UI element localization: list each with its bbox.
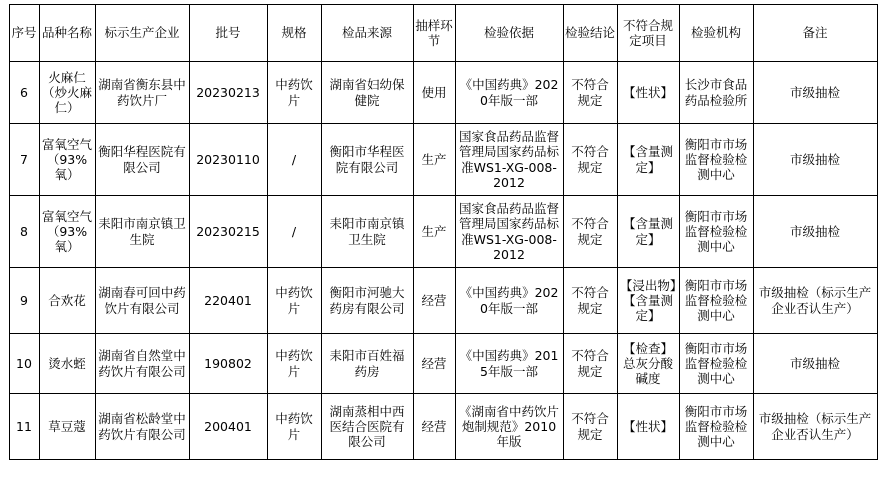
cell-inspection-org: 衡阳市市场监督检验检测中心 [679,268,753,334]
cell-remark: 市级抽检（标示生产企业否认生产） [753,268,877,334]
column-header-inspection-org: 检验机构 [679,5,753,62]
cell-seq: 9 [9,268,39,334]
column-header-sample-source: 检品来源 [321,5,413,62]
cell-manufacturer: 耒阳市南京镇卫生院 [95,196,189,268]
cell-sampling-stage: 经营 [413,334,455,394]
cell-spec: 中药饮片 [267,394,321,460]
cell-nonconforming-item: 【含量测定】 [617,124,679,196]
cell-batch: 20230110 [189,124,267,196]
table-body [9,62,877,460]
cell-manufacturer: 湖南省松龄堂中药饮片有限公司 [95,394,189,460]
cell-manufacturer: 湖南省衡东县中药饮片厂 [95,62,189,124]
cell-product-name: 富氧空气（93%氧） [39,124,95,196]
cell-seq: 8 [9,196,39,268]
cell-spec: 中药饮片 [267,268,321,334]
cell-remark: 市级抽检 [753,62,877,124]
cell-inspection-org: 衡阳市市场监督检验检测中心 [679,394,753,460]
cell-spec: / [267,196,321,268]
cell-product-name: 合欢花 [39,268,95,334]
cell-conclusion: 不符合规定 [563,196,617,268]
cell-nonconforming-item: 【性状】 [617,394,679,460]
cell-sampling-stage: 生产 [413,196,455,268]
column-header-remark: 备注 [753,5,877,62]
table-header-row [9,5,877,62]
cell-spec: 中药饮片 [267,334,321,394]
inspection-results-table [9,4,878,460]
cell-remark: 市级抽检 [753,196,877,268]
cell-inspection-basis: 国家食品药品监督管理局国家药品标准WS1-XG-008-2012 [455,124,563,196]
cell-seq: 7 [9,124,39,196]
table-row [9,268,877,334]
cell-product-name: 草豆蔻 [39,394,95,460]
cell-product-name: 火麻仁（炒火麻仁） [39,62,95,124]
cell-remark: 市级抽检 [753,334,877,394]
table-row [9,62,877,124]
cell-inspection-basis: 国家食品药品监督管理局国家药品标准WS1-XG-008-2012 [455,196,563,268]
cell-spec: / [267,124,321,196]
table-header [9,5,877,62]
cell-sample-source: 湖南省妇幼保健院 [321,62,413,124]
cell-product-name: 烫水蛭 [39,334,95,394]
cell-seq: 6 [9,62,39,124]
cell-nonconforming-item: 【浸出物】【含量测定】 [617,268,679,334]
cell-seq: 10 [9,334,39,394]
column-header-conclusion: 检验结论 [563,5,617,62]
cell-inspection-org: 衡阳市市场监督检验检测中心 [679,196,753,268]
cell-sampling-stage: 经营 [413,268,455,334]
cell-conclusion: 不符合规定 [563,268,617,334]
cell-manufacturer: 湖南省自然堂中药饮片有限公司 [95,334,189,394]
cell-remark: 市级抽检 [753,124,877,196]
cell-inspection-basis: 《湖南省中药饮片炮制规范》2010年版 [455,394,563,460]
cell-nonconforming-item: 【含量测定】 [617,196,679,268]
column-header-nonconforming-item: 不符合规定项目 [617,5,679,62]
table-row [9,394,877,460]
cell-conclusion: 不符合规定 [563,394,617,460]
cell-batch: 220401 [189,268,267,334]
cell-manufacturer: 湖南春可回中药饮片有限公司 [95,268,189,334]
table-row [9,124,877,196]
cell-sample-source: 衡阳市河驰大药房有限公司 [321,268,413,334]
column-header-manufacturer: 标示生产企业 [95,5,189,62]
cell-batch: 190802 [189,334,267,394]
column-header-seq: 序号 [9,5,39,62]
cell-inspection-org: 衡阳市市场监督检验检测中心 [679,124,753,196]
cell-sample-source: 耒阳市百姓福药房 [321,334,413,394]
cell-spec: 中药饮片 [267,62,321,124]
cell-manufacturer: 衡阳华程医院有限公司 [95,124,189,196]
cell-batch: 200401 [189,394,267,460]
cell-sampling-stage: 使用 [413,62,455,124]
cell-inspection-basis: 《中国药典》2015年版一部 [455,334,563,394]
column-header-product-name: 品种名称 [39,5,95,62]
cell-batch: 20230213 [189,62,267,124]
cell-conclusion: 不符合规定 [563,62,617,124]
cell-sampling-stage: 生产 [413,124,455,196]
table-row [9,196,877,268]
cell-sampling-stage: 经营 [413,394,455,460]
cell-inspection-basis: 《中国药典》2020年版一部 [455,268,563,334]
cell-inspection-org: 长沙市食品药品检验所 [679,62,753,124]
cell-sample-source: 衡阳市华程医院有限公司 [321,124,413,196]
cell-inspection-org: 衡阳市市场监督检验检测中心 [679,334,753,394]
column-header-sampling-stage: 抽样环节 [413,5,455,62]
cell-batch: 20230215 [189,196,267,268]
cell-sample-source: 耒阳市南京镇卫生院 [321,196,413,268]
cell-nonconforming-item: 【性状】 [617,62,679,124]
cell-seq: 11 [9,394,39,460]
column-header-spec: 规格 [267,5,321,62]
cell-sample-source: 湖南蒸相中西医结合医院有限公司 [321,394,413,460]
cell-conclusion: 不符合规定 [563,124,617,196]
cell-remark: 市级抽检（标示生产企业否认生产） [753,394,877,460]
table-row [9,334,877,394]
cell-conclusion: 不符合规定 [563,334,617,394]
cell-inspection-basis: 《中国药典》2020年版一部 [455,62,563,124]
cell-product-name: 富氧空气（93%氧） [39,196,95,268]
column-header-inspection-basis: 检验依据 [455,5,563,62]
cell-nonconforming-item: 【检查】总灰分酸碱度 [617,334,679,394]
column-header-batch: 批号 [189,5,267,62]
